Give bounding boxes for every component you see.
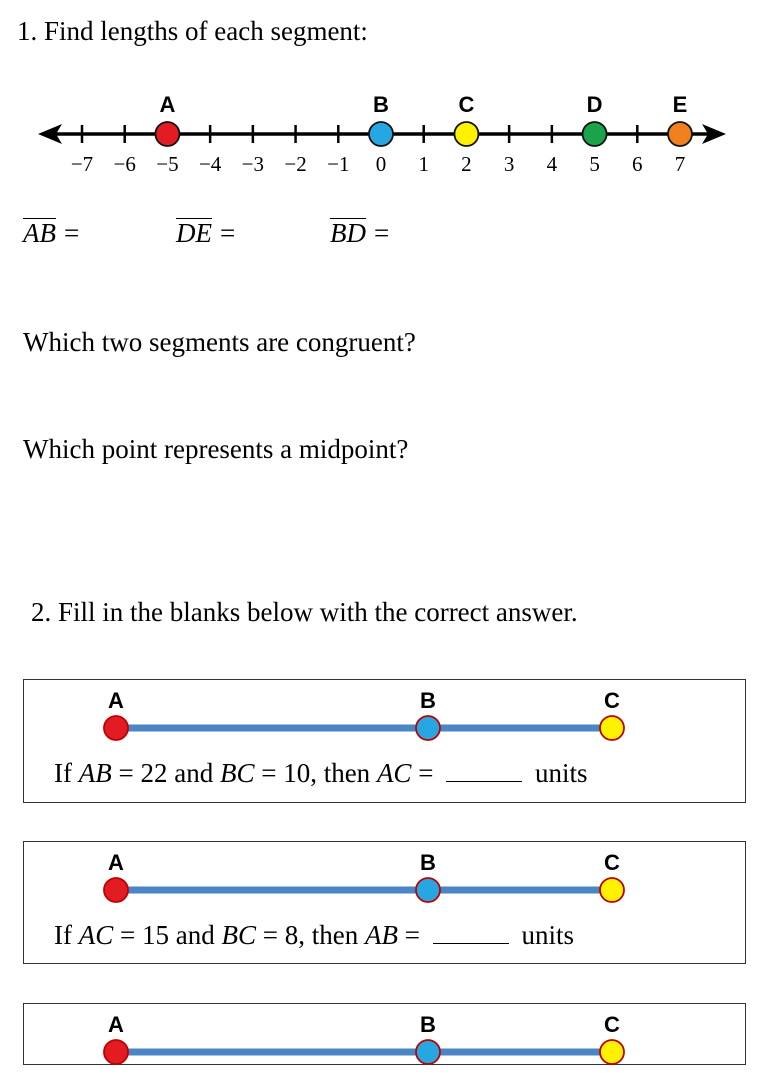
problem-box-2	[23, 841, 746, 964]
segment-ab	[23, 218, 79, 249]
point-label-a: A	[159, 92, 176, 117]
point-label-c: C	[604, 1012, 620, 1037]
point-b	[369, 122, 393, 146]
point-a	[104, 878, 128, 902]
segment-bd-equals: =	[374, 218, 390, 248]
point-c	[600, 716, 624, 740]
segment-diagram-2	[24, 842, 745, 922]
tick-label: −6	[113, 152, 136, 176]
segment-lengths-row	[0, 218, 768, 258]
point-label-a: A	[108, 1012, 124, 1037]
tick-label: −4	[198, 152, 222, 176]
point-label-b: B	[420, 850, 436, 875]
question-2-title: 2. Fill in the blanks below with the correct answer.	[31, 597, 578, 627]
tick-label: −3	[241, 152, 265, 176]
point-a	[104, 716, 128, 740]
segment-ab-equals: =	[64, 218, 80, 248]
answer-blank-2[interactable]	[433, 929, 509, 944]
question-1-title: 1. Find lengths of each segment:	[17, 16, 368, 46]
tick-label: 7	[674, 152, 686, 176]
tick-label: −5	[156, 152, 179, 176]
segment-diagram-3	[24, 1004, 745, 1084]
problem-statement-1: If AB = 22 and BC = 10, then AC = units	[54, 758, 588, 788]
point-d	[583, 122, 607, 146]
point-c	[454, 122, 478, 146]
segment-de-equals: =	[220, 218, 236, 248]
tick-label: 1	[418, 152, 429, 176]
point-label-a: A	[108, 688, 124, 713]
point-label-e: E	[672, 92, 688, 117]
segment-de	[176, 218, 235, 249]
tick-label: −1	[327, 152, 350, 176]
segment-bd	[330, 218, 389, 249]
tick-label: 3	[503, 152, 515, 176]
point-label-d: D	[586, 92, 603, 117]
point-c	[600, 1040, 624, 1064]
point-a	[104, 1040, 128, 1064]
problem-box-3	[23, 1003, 746, 1065]
tick-label: 5	[589, 152, 600, 176]
problem-statement-2: If AC = 15 and BC = 8, then AB = units	[54, 920, 574, 950]
number-line	[0, 85, 768, 185]
tick-label: 0	[375, 152, 387, 176]
tick-label: −7	[70, 152, 94, 176]
answer-blank-1[interactable]	[446, 767, 522, 782]
congruent-prompt: Which two segments are congruent?	[23, 327, 416, 357]
point-a	[155, 122, 179, 146]
tick-label: 4	[546, 152, 558, 176]
point-label-b: B	[420, 1012, 436, 1037]
point-label-c: C	[604, 850, 620, 875]
point-label-b: B	[373, 92, 389, 117]
point-label-c: C	[604, 688, 620, 713]
segment-bd-name: BD	[330, 218, 366, 248]
point-c	[600, 878, 624, 902]
point-label-b: B	[420, 688, 436, 713]
point-b	[416, 878, 440, 902]
segment-ab-name: AB	[23, 218, 56, 248]
segment-diagram-1	[24, 680, 745, 760]
tick-label: 6	[632, 152, 643, 176]
tick-label: −2	[284, 152, 307, 176]
point-label-c: C	[458, 92, 475, 117]
segment-de-name: DE	[176, 218, 212, 248]
point-b	[416, 716, 440, 740]
tick-label: 2	[461, 152, 472, 176]
midpoint-prompt: Which point represents a midpoint?	[23, 434, 409, 464]
point-b	[416, 1040, 440, 1064]
problem-box-1	[23, 679, 746, 803]
point-label-a: A	[108, 850, 124, 875]
point-e	[668, 122, 692, 146]
